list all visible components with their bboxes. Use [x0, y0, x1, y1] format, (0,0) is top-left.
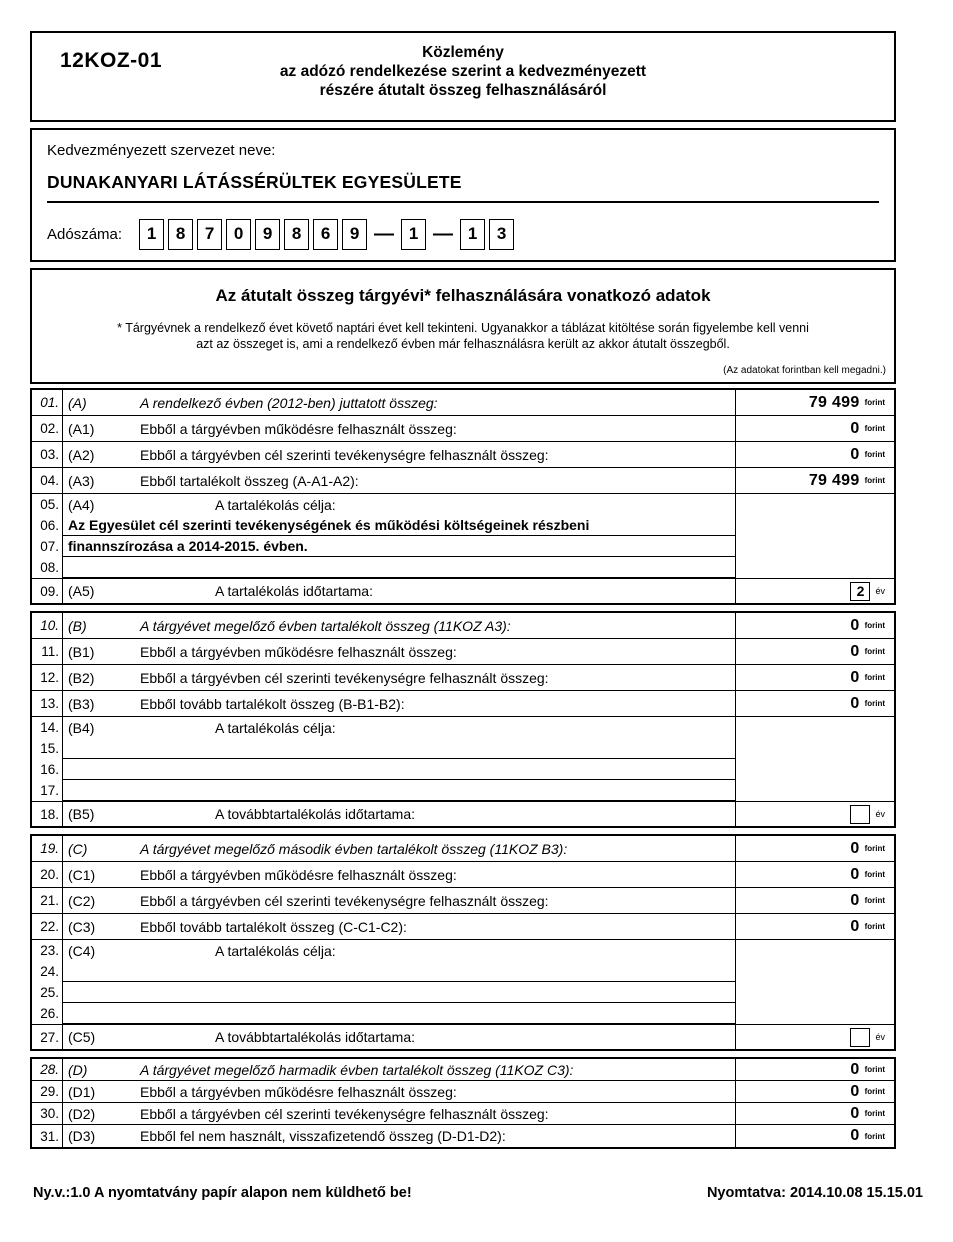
row-label-cell: [63, 940, 735, 961]
table-row: [32, 468, 894, 494]
row-number: 02.: [32, 416, 63, 441]
row-number: 04.: [32, 468, 63, 493]
row-number: 17.: [32, 780, 63, 801]
row-label-cell: [63, 738, 735, 759]
row-number: 25.: [32, 982, 63, 1003]
form-title: [32, 43, 894, 100]
currency-unit-label: forint: [864, 870, 885, 879]
row-value-cell: [735, 390, 894, 415]
row-value-cell: [735, 1025, 894, 1049]
row-label-cell: [63, 1081, 735, 1102]
table-row: [32, 665, 894, 691]
footer-version-note: Ny.v.:1.0 A nyomtatvány papír alapon nem küldhető be!: [33, 1185, 412, 1201]
row-label: Ebből a tárgyévben cél szerinti tevékenységre felhasznált összeg:: [140, 1105, 549, 1122]
amount-value: 0: [850, 694, 860, 712]
row-label: A tárgyévet megelőző évben tartalékolt összeg (11KOZ A3):: [140, 617, 511, 634]
amount-value: 0: [850, 865, 860, 883]
row-value-cell: [735, 1003, 894, 1024]
currency-unit-label: forint: [864, 1087, 885, 1096]
row-label: Ebből tartalékolt összeg (A-A1-A2):: [140, 472, 359, 489]
beneficiary-name-label: Kedvezményezett szervezet neve:: [47, 142, 276, 159]
row-code: (D3): [68, 1128, 96, 1144]
currency-note: (Az adatokat forintban kell megadni.): [723, 365, 886, 376]
row-value-cell: [735, 1059, 894, 1080]
row-value-cell: [735, 557, 894, 578]
form-title-line2: az adózó rendelkezése szerint a kedvezményezett: [279, 63, 647, 80]
currency-unit-label: forint: [864, 424, 885, 433]
currency-unit-label: forint: [864, 922, 885, 931]
row-value-cell: [735, 940, 894, 961]
row-value-cell: [735, 416, 894, 441]
row-number: 21.: [32, 888, 63, 913]
row-number: 15.: [32, 738, 63, 759]
table-row: [32, 1003, 894, 1024]
row-value-cell: [735, 515, 894, 536]
form-code: 12KOZ-01: [60, 49, 163, 72]
row-label: Ebből a tárgyévben működésre felhasznált összeg:: [140, 1083, 457, 1100]
row-value-cell: [735, 1081, 894, 1102]
tax-number: [139, 219, 514, 250]
row-number: 13.: [32, 691, 63, 716]
currency-unit-label: forint: [864, 398, 885, 407]
row-code: (A1): [68, 420, 95, 437]
table-row: [32, 1059, 894, 1081]
row-code: (D): [68, 1061, 88, 1078]
row-number: 10.: [32, 613, 63, 638]
row-value-cell: [735, 691, 894, 716]
table-row: [32, 940, 894, 961]
row-code: (D2): [68, 1105, 96, 1122]
table-row: [32, 578, 894, 603]
table-row: [32, 717, 894, 738]
year-value-box: 2: [850, 582, 870, 601]
tax-digit-box: 7: [197, 219, 222, 250]
row-label: A tárgyévet megelőző második évben tartalékolt összeg (11KOZ B3):: [140, 840, 568, 857]
row-label-cell: [63, 579, 735, 603]
row-value-cell: [735, 1125, 894, 1147]
tax-digit-box: 1: [139, 219, 164, 250]
row-label-cell: [63, 468, 735, 493]
currency-unit-label: forint: [864, 1065, 885, 1074]
row-label: A tárgyévet megelőző harmadik évben tartalékolt összeg (11KOZ C3):: [140, 1061, 574, 1078]
row-label-cell: [63, 691, 735, 716]
amount-value: 0: [850, 642, 860, 660]
row-value-cell: [735, 665, 894, 690]
tax-separator: —: [374, 222, 395, 245]
tax-digit-box: 1: [401, 219, 426, 250]
row-label: Ebből a tárgyévben működésre felhasznált összeg:: [140, 420, 457, 437]
row-code: (B1): [68, 643, 95, 660]
form-title-line3: részére átutalt összeg felhasználásáról: [319, 82, 607, 99]
write-in-text: Az Egyesület cél szerinti tevékenységének és működési költségeinek részbeni: [68, 517, 590, 533]
tax-digit-box: 0: [226, 219, 251, 250]
row-label-cell: [63, 1103, 735, 1124]
table-row: [32, 494, 894, 515]
row-value-cell: [735, 759, 894, 780]
year-unit-label: év: [875, 1032, 885, 1042]
row-code: (B5): [68, 806, 95, 822]
amount-value: 79 499: [808, 393, 860, 411]
row-number: 05.: [32, 494, 63, 515]
row-label-cell: [63, 557, 735, 578]
row-code: (C4): [68, 942, 96, 959]
row-number: 20.: [32, 862, 63, 887]
currency-unit-label: forint: [864, 1131, 885, 1141]
row-number: 16.: [32, 759, 63, 780]
table-row: [32, 691, 894, 717]
year-value-box: [850, 1028, 870, 1047]
amount-value: 0: [850, 917, 860, 935]
table-block: [30, 388, 896, 605]
row-code: (C3): [68, 918, 96, 935]
row-label-cell: [63, 717, 735, 738]
table-row: [32, 515, 894, 536]
row-value-cell: [735, 494, 894, 515]
amount-value: 79 499: [808, 471, 860, 489]
amount-value: 0: [850, 616, 860, 634]
row-label-cell: [63, 780, 735, 801]
row-value-cell: [735, 1103, 894, 1124]
table-row: [32, 1103, 894, 1125]
currency-unit-label: forint: [864, 1109, 885, 1118]
row-number: 03.: [32, 442, 63, 467]
year-unit-label: év: [875, 586, 885, 596]
currency-unit-label: forint: [864, 844, 885, 853]
table-row: [32, 390, 894, 416]
row-code: (A4): [68, 496, 95, 513]
row-label-cell: [63, 442, 735, 467]
table-row: [32, 1081, 894, 1103]
footer: [33, 1185, 923, 1201]
amount-value: 0: [850, 419, 860, 437]
table-row: [32, 442, 894, 468]
table-row: [32, 836, 894, 862]
row-code: (B4): [68, 719, 95, 736]
currency-unit-label: forint: [864, 450, 885, 459]
tax-digit-box: 8: [168, 219, 193, 250]
footer-printed-timestamp: Nyomtatva: 2014.10.08 15.15.01: [706, 1185, 923, 1201]
currency-unit-label: forint: [864, 647, 885, 656]
form-title-line1: Közlemény: [422, 44, 504, 61]
row-number: 14.: [32, 717, 63, 738]
amount-value: 0: [850, 1104, 860, 1122]
tax-digit-box: 9: [255, 219, 280, 250]
row-label: Ebből a tárgyévben cél szerinti tevékenységre felhasznált összeg:: [140, 669, 549, 686]
header-box: [30, 31, 896, 122]
row-label: Ebből a tárgyévben cél szerinti tevékenységre felhasznált összeg:: [140, 892, 549, 909]
row-label-cell: [63, 536, 735, 557]
row-value-cell: [735, 982, 894, 1003]
row-code: (A2): [68, 446, 95, 463]
row-label: Ebből a tárgyévben cél szerinti tevékenységre felhasznált összeg:: [140, 446, 549, 463]
table-row: [32, 1024, 894, 1049]
row-code: (A5): [68, 583, 95, 599]
row-value-cell: [735, 888, 894, 913]
table-row: [32, 801, 894, 826]
year-value-box: [850, 805, 870, 824]
row-value-cell: [735, 579, 894, 603]
row-value-cell: [735, 468, 894, 493]
table-row: [32, 557, 894, 578]
row-label: Ebből a tárgyévben működésre felhasznált összeg:: [140, 643, 457, 660]
amount-value: 0: [850, 668, 860, 686]
amount-value: 0: [850, 891, 860, 909]
row-label: A tartalékolás célja:: [215, 942, 336, 959]
row-number: 08.: [32, 557, 63, 578]
row-number: 29.: [32, 1081, 63, 1102]
row-label-cell: [63, 862, 735, 887]
table-row: [32, 862, 894, 888]
row-label-cell: [63, 836, 735, 861]
currency-unit-label: forint: [864, 621, 885, 630]
table-row: [32, 536, 894, 557]
row-number: 11.: [32, 639, 63, 664]
row-value-cell: [735, 738, 894, 759]
row-label: A tartalékolás célja:: [215, 719, 336, 736]
section-box: [30, 268, 896, 384]
row-number: 28.: [32, 1059, 63, 1080]
table-row: [32, 888, 894, 914]
row-value-cell: [735, 613, 894, 638]
row-code: (C): [68, 840, 88, 857]
beneficiary-box: [30, 128, 896, 262]
row-code: (C5): [68, 1029, 96, 1045]
row-number: 22.: [32, 914, 63, 939]
year-unit-label: év: [875, 809, 885, 819]
row-label: A továbbtartalékolás időtartama:: [215, 806, 416, 822]
row-code: (A3): [68, 472, 95, 489]
row-label: A tartalékolás célja:: [215, 496, 336, 513]
table-row: [32, 982, 894, 1003]
row-number: 24.: [32, 961, 63, 982]
row-number: 30.: [32, 1103, 63, 1124]
tax-digit-box: 9: [342, 219, 367, 250]
row-label: A továbbtartalékolás időtartama:: [215, 1029, 416, 1045]
row-label: Ebből tovább tartalékolt összeg (B-B1-B2):: [140, 695, 405, 712]
row-value-cell: [735, 536, 894, 557]
row-label: Ebből a tárgyévben működésre felhasznált összeg:: [140, 866, 457, 883]
row-number: 01.: [32, 390, 63, 415]
table-row: [32, 738, 894, 759]
row-label-cell: [63, 665, 735, 690]
row-code: (C1): [68, 866, 96, 883]
section-note-line2: azt az összeget is, ami a rendelkező évben már felhasználásra került az akkor átutalt összegből.: [196, 337, 730, 351]
row-value-cell: [735, 780, 894, 801]
table-row: [32, 416, 894, 442]
row-label: A tartalékolás időtartama:: [215, 583, 373, 599]
row-value-cell: [735, 639, 894, 664]
tax-digit-box: 6: [313, 219, 338, 250]
row-number: 27.: [32, 1025, 63, 1049]
tax-digit-box: 3: [489, 219, 514, 250]
row-code: (B): [68, 617, 87, 634]
row-number: 23.: [32, 940, 63, 961]
section-note: [32, 320, 894, 352]
row-label: Ebből tovább tartalékolt összeg (C-C1-C2):: [140, 918, 407, 935]
table-row: [32, 961, 894, 982]
table-block: [30, 1057, 896, 1149]
row-label-cell: [63, 1025, 735, 1049]
table-row: [32, 1125, 894, 1147]
row-value-cell: [735, 836, 894, 861]
row-number: 12.: [32, 665, 63, 690]
row-number: 06.: [32, 515, 63, 536]
currency-unit-label: forint: [864, 699, 885, 708]
row-number: 19.: [32, 836, 63, 861]
row-code: (D1): [68, 1083, 96, 1100]
table-row: [32, 639, 894, 665]
amount-value: 0: [850, 1060, 860, 1078]
tax-number-label: Adószáma:: [47, 225, 123, 243]
tax-digit-box: 8: [284, 219, 309, 250]
amount-value: 0: [850, 445, 860, 463]
table-block: [30, 834, 896, 1051]
table-row: [32, 914, 894, 940]
table-row: [32, 759, 894, 780]
section-note-line1: * Tárgyévnek a rendelkező évet követő naptári évet kell tekinteni. Ugyanakkor a táblázat kitöltése során figyelembe kell venni: [117, 321, 809, 335]
row-label-cell: [63, 1003, 735, 1024]
row-number: 07.: [32, 536, 63, 557]
beneficiary-name-underline: [47, 201, 879, 203]
currency-unit-label: forint: [864, 896, 885, 905]
row-number: 18.: [32, 802, 63, 826]
row-number: 31.: [32, 1125, 63, 1147]
row-code: (A): [68, 394, 87, 411]
row-label-cell: [63, 613, 735, 638]
tax-digit-box: 1: [460, 219, 485, 250]
row-value-cell: [735, 862, 894, 887]
row-label-cell: [63, 639, 735, 664]
tax-separator: —: [433, 222, 454, 245]
row-label-cell: [63, 1125, 735, 1147]
table-row: [32, 613, 894, 639]
row-value-cell: [735, 442, 894, 467]
row-label-cell: [63, 914, 735, 939]
row-value-cell: [735, 717, 894, 738]
row-number: 26.: [32, 1003, 63, 1024]
tax-number-row: [47, 214, 514, 254]
beneficiary-name-value: DUNAKANYARI LÁTÁSSÉRÜLTEK EGYESÜLETE: [47, 172, 462, 192]
currency-unit-label: forint: [864, 673, 885, 682]
row-value-cell: [735, 914, 894, 939]
row-label: Ebből fel nem használt, visszafizetendő összeg (D-D1-D2):: [140, 1128, 506, 1144]
row-label-cell: [63, 416, 735, 441]
row-label-cell: [63, 515, 735, 536]
row-label-cell: [63, 494, 735, 515]
row-label-cell: [63, 1059, 735, 1080]
write-in-text: finannszírozása a 2014-2015. évben.: [68, 538, 308, 554]
table-block: [30, 611, 896, 828]
row-label-cell: [63, 961, 735, 982]
row-code: (B3): [68, 695, 95, 712]
section-title: Az átutalt összeg tárgyévi* felhasználására vonatkozó adatok: [215, 286, 711, 305]
row-label: A rendelkező évben (2012-ben) juttatott összeg:: [140, 394, 438, 411]
form-table: [30, 388, 896, 1155]
amount-value: 0: [850, 839, 860, 857]
row-label-cell: [63, 982, 735, 1003]
row-label-cell: [63, 802, 735, 826]
row-value-cell: [735, 802, 894, 826]
amount-value: 0: [850, 1127, 860, 1144]
row-code: (B2): [68, 669, 95, 686]
row-value-cell: [735, 961, 894, 982]
table-row: [32, 780, 894, 801]
row-label-cell: [63, 888, 735, 913]
row-code: (C2): [68, 892, 96, 909]
amount-value: 0: [850, 1082, 860, 1100]
row-label-cell: [63, 759, 735, 780]
currency-unit-label: forint: [864, 476, 885, 485]
row-label-cell: [63, 390, 735, 415]
row-number: 09.: [32, 579, 63, 603]
